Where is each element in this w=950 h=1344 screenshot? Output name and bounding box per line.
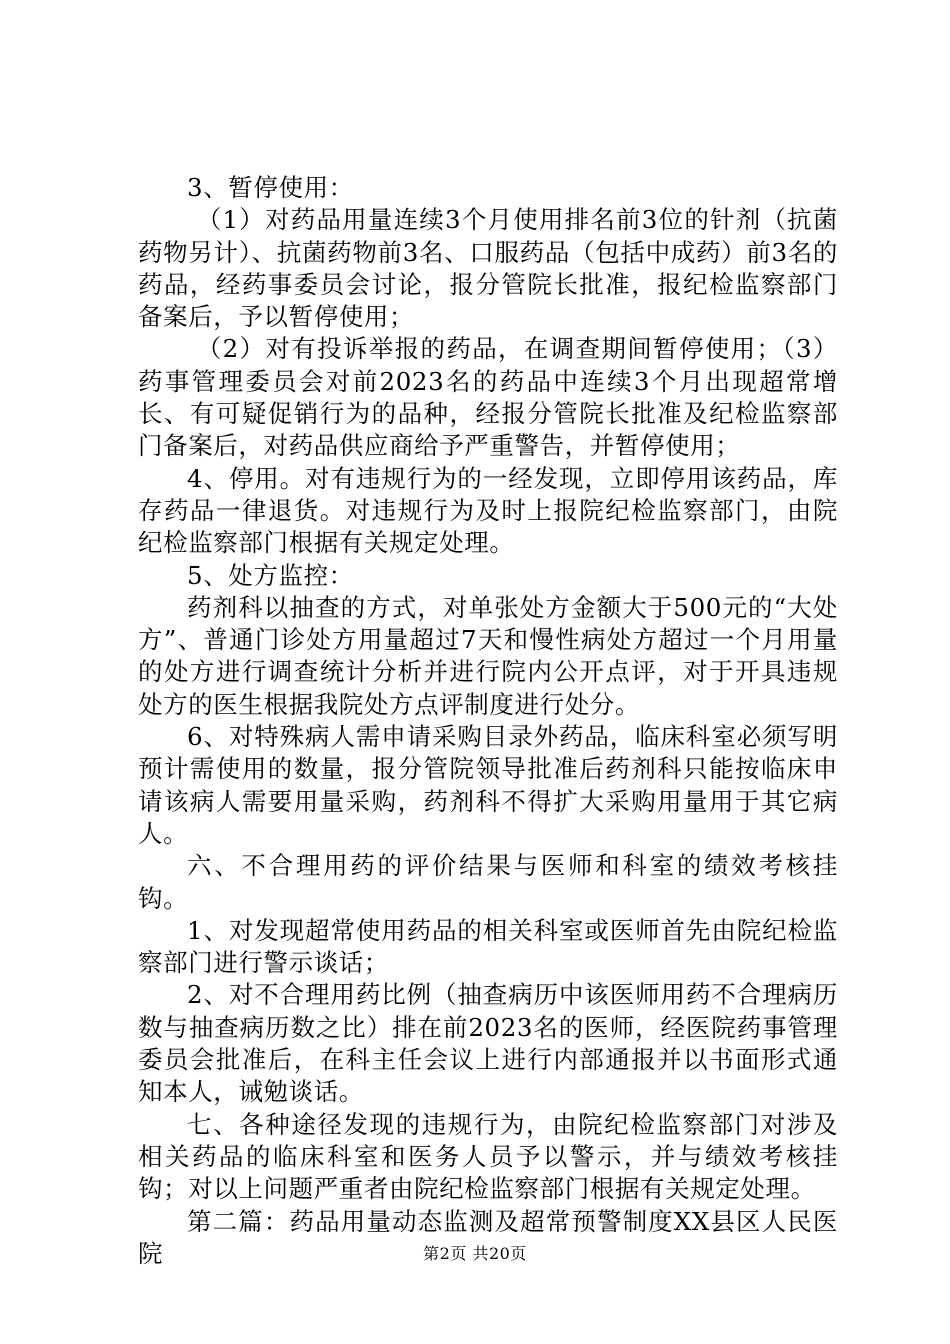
document-body (138, 172, 838, 1270)
paragraph-section-seven: 七、各种途径发现的违规行为，由院纪检监察部门对涉及相关药品的临床科室和医务人员予以警示，并与绩效考核挂钩；对以上问题严重者由院纪检监察部门根据有关规定处理。 (138, 1109, 838, 1204)
paragraph-special-patients: 6、对特殊病人需申请采购目录外药品，临床科室必须写明预计需使用的数量，报分管院领导批准后药剂科只能按临床申请该病人需要用量采购，药剂科不得扩大采购用量用于其它病人。 (138, 722, 838, 848)
paragraph-suspend-heading: 3、暂停使用： (187, 173, 354, 202)
paragraph-six-item-1: 1、对发现超常使用药品的相关科室或医师首先由院纪检监察部门进行警示谈话； (138, 915, 838, 978)
page-footer (0, 1244, 950, 1264)
paragraph-six-item-2: 2、对不合理用药比例（抽查病历中该医师用药不合理病历数与抽查病历数之比）排在前2023名的医师，经医院药事管理委员会批准后，在科主任会议上进行内部通报并以书面形式通知本人，诫勉谈话。 (138, 980, 838, 1107)
paragraph-second-part-title: 第二篇：药品用量动态监测及超常预警制度XX县区人民医院 (138, 1206, 838, 1268)
paragraph-suspend-item-2-3: （2）对有投诉举报的药品，在调查期间暂停使用；（3）药事管理委员会对前2023名的药品中连续3个月出现超常增长、有可疑促销行为的品种，经报分管院长批准及纪检监察部门备案后，对药品供应商给予严重警告，并暂停使用； (138, 334, 838, 461)
paragraph-prescription-heading: 5、处方监控： (187, 560, 354, 590)
paragraph-discontinue: 4、停用。对有违规行为的一经发现，立即停用该药品，库存药品一律退货。对违规行为及时上报院纪检监察部门，由院纪检监察部门根据有关规定处理。 (138, 463, 838, 558)
paragraph-prescription-body: 药剂科以抽查的方式，对单张处方金额大于500元的“大处方”、普通门诊处方用量超过7天和慢性病处方超过一个月用量的处方进行调查统计分析并进行院内公开点评，对于开具违规处方的医生根据我院处方点评制度进行处分。 (138, 592, 838, 719)
page-number-label: 第2页 共20页 (423, 1244, 527, 1263)
paragraph-suspend-item-1: （1）对药品用量连续3个月使用排名前3位的针剂（抗菌药物另计）、抗菌药物前3名、口服药品（包括中成药）前3名的药品，经药事委员会讨论，报分管院长批准，报纪检监察部门备案后，予以暂停使用； (138, 205, 838, 332)
paragraph-section-six: 六、不合理用药的评价结果与医师和科室的绩效考核挂钩。 (138, 851, 838, 913)
